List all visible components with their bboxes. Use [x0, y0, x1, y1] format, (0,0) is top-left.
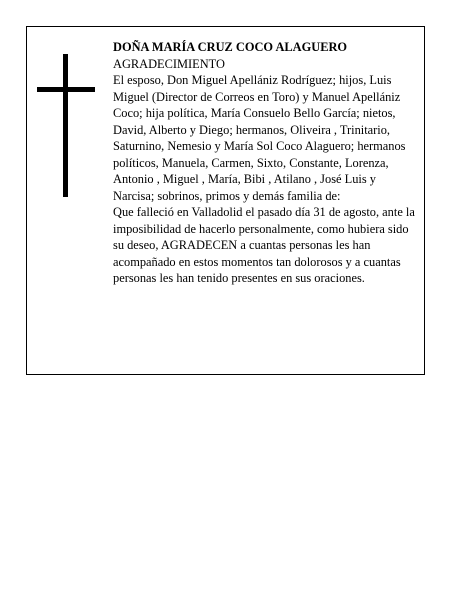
notice-text	[113, 39, 419, 287]
notice-heading: AGRADECIMIENTO	[113, 56, 225, 71]
family-paragraph: El esposo, Don Miguel Apellániz Rodríguez; hijos, Luis Miguel (Director de Correos en Toro) y Manuel Apellániz Coco; hija política, María Consuelo Bello García; nietos, David, Alberto y Diego; hermanos, Oliveira , Trinitario, Saturnino, Nemesio y María Sol Coco Alaguero; hermanos políticos, Manuela, Carmen, Sixto, Constante, Lorenza, Antonio , Miguel , María, Bibi , Atilano , José Luis y Narcisa; sobrinos, primos y demás familia de:	[113, 73, 406, 203]
cross-icon	[37, 54, 95, 197]
cross-vertical-bar	[63, 54, 68, 197]
thanks-paragraph: Que falleció en Valladolid el pasado día 31 de agosto, ante la imposibilidad de hacerlo personalmente, como hubiera sido su deseo, AGRADECEN a cuantas personas les han acompañado en estos momentos tan dolorosos y a cuantas personas les han tenido presentes en sus oraciones.	[113, 205, 415, 285]
deceased-name: DOÑA MARÍA CRUZ COCO ALAGUERO	[113, 40, 348, 54]
cross-horizontal-bar	[37, 87, 95, 92]
obituary-notice	[26, 26, 425, 375]
